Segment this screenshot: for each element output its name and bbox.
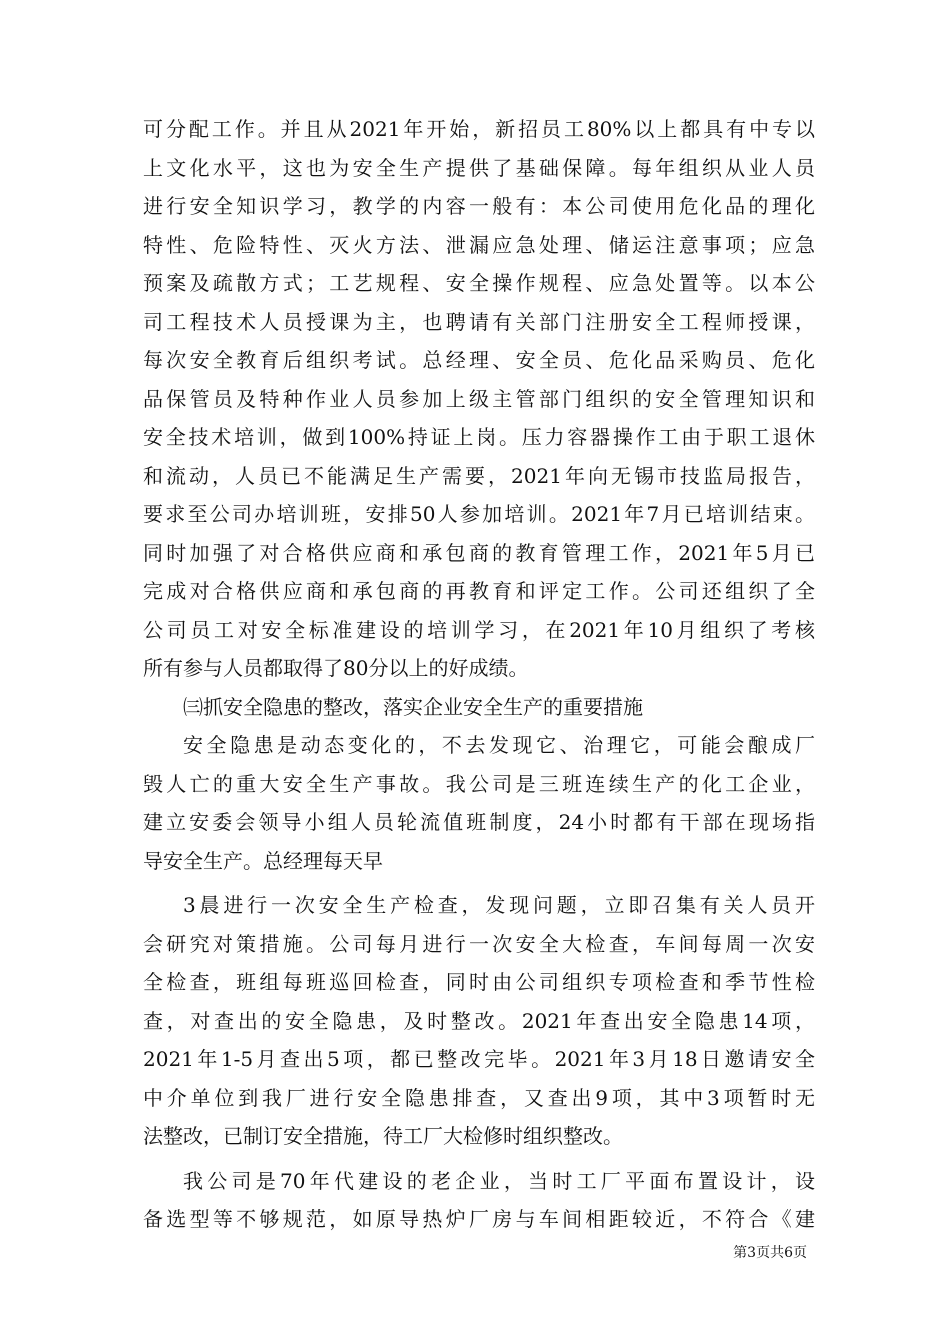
text-line: 进行安全知识学习，教学的内容一般有：本公司使用危化品的理化 [143, 194, 815, 218]
text-line: 每次安全教育后组织考试。总经理、安全员、危化品采购员、危化 [143, 348, 815, 372]
document-body [143, 110, 815, 1239]
text-line: 2021年1-5月查出5项，都已整改完毕。2021年3月18日邀请安全 [143, 1047, 815, 1071]
text-line: 可分配工作。并且从2021年开始，新招员工80%以上都具有中专以 [143, 117, 815, 141]
text-line: 同时加强了对合格供应商和承包商的教育管理工作，2021年5月已 [143, 540, 815, 565]
text-line: 品保管员及特种作业人员参加上级主管部门组织的安全管理知识和 [143, 386, 815, 411]
text-line: 法整改，已制订安全措施，待工厂大检修时组织整改。 [143, 1124, 623, 1148]
text-line: 要求至公司办培训班，安排50人参加培训。2021年7月已培训结束。 [143, 502, 815, 526]
text-line: 会研究对策措施。公司每月进行一次安全大检查，车间每周一次安 [143, 931, 815, 956]
text-line: 预案及疏散方式；工艺规程、安全操作规程、应急处置等。以本公 [143, 271, 815, 295]
text-line: 上文化水平，这也为安全生产提供了基础保障。每年组织从业人员 [143, 155, 815, 180]
text-line: 司工程技术人员授课为主，也聘请有关部门注册安全工程师授课， [143, 309, 815, 334]
text-line: 毁人亡的重大安全生产事故。我公司是三班连续生产的化工企业， [143, 771, 815, 796]
paragraph-first-line: 安全隐患是动态变化的，不去发现它、治理它，可能会酿成厂 [183, 733, 815, 757]
text-line: 所有参与人员都取得了80分以上的好成绩。 [143, 656, 529, 680]
text-line: 中介单位到我厂进行安全隐患排查，又查出9项，其中3项暂时无 [143, 1085, 815, 1110]
text-line: 查，对查出的安全隐患，及时整改。2021年查出安全隐患14项， [143, 1008, 815, 1033]
text-line: 特性、危险特性、灭火方法、泄漏应急处理、储运注意事项；应急 [143, 232, 815, 257]
paragraph-first-line: 3晨进行一次安全生产检查，发现问题，立即召集有关人员开 [183, 893, 815, 917]
text-line: 完成对合格供应商和承包商的再教育和评定工作。公司还组织了全 [143, 579, 815, 603]
text-line: 导安全生产。总经理每天早 [143, 848, 383, 873]
text-line: 和流动，人员已不能满足生产需要，2021年向无锡市技监局报告， [143, 463, 815, 488]
text-line: 全检查，班组每班巡回检查，同时由公司组织专项检查和季节性检 [143, 970, 815, 994]
text-line: 公司员工对安全标准建设的培训学习，在2021年10月组织了考核 [143, 617, 815, 642]
section-heading: ㈢抓安全隐患的整改，落实企业安全生产的重要措施 [183, 694, 643, 719]
text-line: 安全技术培训，做到100%持证上岗。压力容器操作工由于职工退休 [143, 425, 815, 449]
paragraph-first-line: 我公司是70年代建设的老企业，当时工厂平面布置设计，设 [183, 1168, 815, 1193]
text-line: 备选型等不够规范，如原导热炉厂房与车间相距较近，不符合《建 [143, 1207, 815, 1231]
text-line: 建立安委会领导小组人员轮流值班制度，24小时都有干部在现场指 [143, 810, 815, 834]
page-number-footer: 第3页共6页 [733, 1245, 807, 1261]
